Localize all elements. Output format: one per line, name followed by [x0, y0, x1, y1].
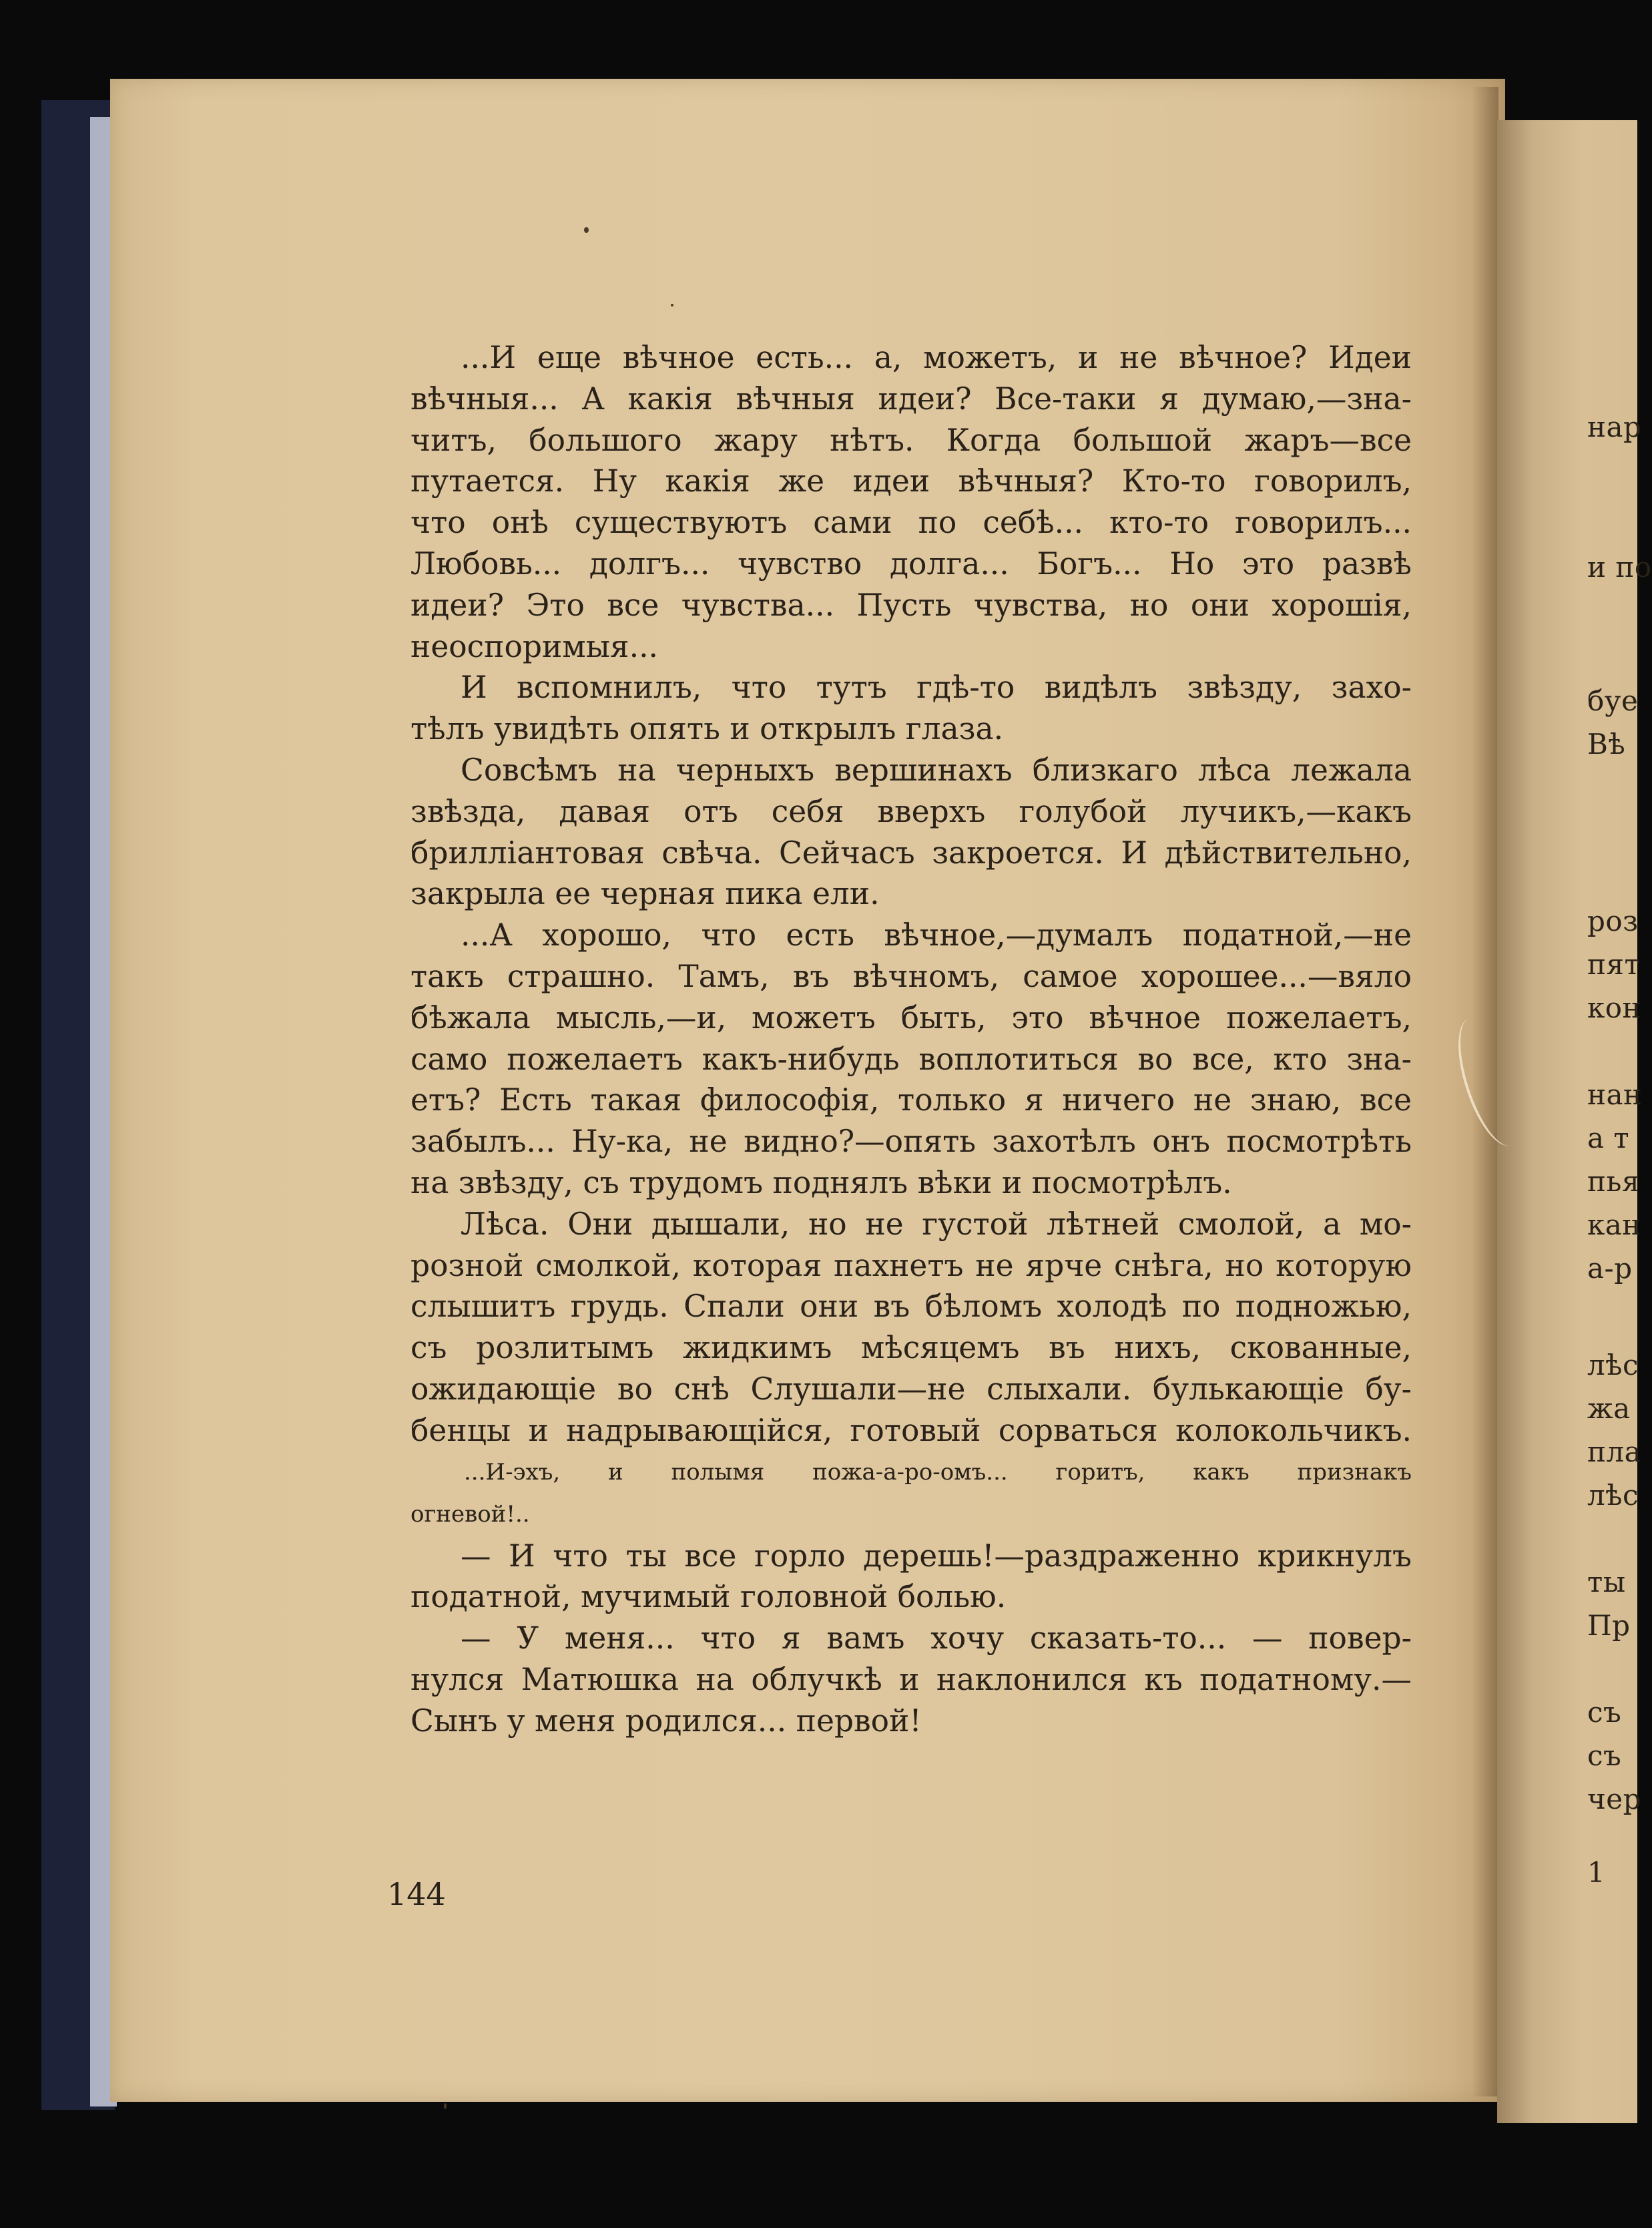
text-line: податной, мучимый головной болью.: [410, 1579, 1007, 1615]
text-line: слышитъ грудь. Спали они въ бѣломъ холодѣ по подножью,: [410, 1289, 1412, 1325]
right-page-fragment: пья: [1587, 1165, 1640, 1198]
text-line: ...И еще вѣчное есть... а, можетъ, и не вѣчное? Идеи: [461, 340, 1412, 375]
right-page-fragment: Пр: [1587, 1609, 1631, 1642]
right-page-fragment: пят: [1587, 948, 1641, 981]
right-page-fragment: лѣс: [1587, 1479, 1639, 1512]
paper-speck: [671, 304, 673, 306]
right-page-fragment: чер: [1587, 1783, 1642, 1815]
text-line: Любовь... долгъ... чувство долга... Богъ... Но это развѣ: [410, 545, 1412, 582]
right-page-fragment: роз: [1587, 905, 1639, 937]
song-line: ...И-эхъ, и полымя пожа-а-ро-омъ... горитъ, какъ признакъ: [464, 1458, 1412, 1486]
text-line: бенцы и надрывающійся, готовый сорваться колокольчикъ.: [410, 1412, 1412, 1448]
paper-speck: [444, 2103, 447, 2109]
text-line: неоспоримыя...: [410, 628, 658, 664]
text-line: звѣзда, давая отъ себя вверхъ голубой лучикъ,—какъ: [410, 793, 1412, 829]
right-page-fragment: ты: [1587, 1566, 1626, 1598]
text-line: тѣлъ увидѣть опять и открылъ глаза.: [410, 711, 1004, 747]
right-page-fragment: кон: [1587, 991, 1642, 1024]
text-line: етъ? Есть такая философія, только я ничего не знаю, все: [410, 1082, 1412, 1118]
text-line: И вспомнилъ, что тутъ гдѣ-то видѣлъ звѣзду, захо-: [461, 670, 1412, 706]
song-line: огневой!..: [410, 1500, 530, 1528]
right-page-fragment: и по: [1587, 551, 1652, 584]
right-page-fragment: кан: [1587, 1208, 1641, 1241]
text-line: такъ страшно. Тамъ, въ вѣчномъ, самое хорошее...—вяло: [410, 958, 1412, 994]
text-line: на звѣзду, съ трудомъ поднялъ вѣки и посмотрѣлъ.: [410, 1164, 1232, 1200]
right-page-fragment: нан: [1587, 1078, 1643, 1111]
text-line: читъ, большого жару нѣтъ. Когда большой жаръ—все: [410, 422, 1412, 458]
paper-speck: [584, 227, 589, 233]
right-page-fragment: съ: [1587, 1739, 1622, 1772]
text-line: само пожелаетъ какъ-нибудь воплотиться во все, кто зна-: [410, 1041, 1412, 1077]
text-line: закрыла ее черная пика ели.: [410, 876, 880, 912]
right-page-fragment: а т: [1587, 1122, 1630, 1154]
text-line: Совсѣмъ на черныхъ вершинахъ близкаго лѣса лежала: [461, 752, 1412, 788]
text-line: съ розлитымъ жидкимъ мѣсяцемъ въ нихъ, скованные,: [410, 1330, 1412, 1366]
text-line: что онѣ существуютъ сами по себѣ... кто-то говорилъ...: [410, 505, 1412, 541]
text-line: ожидающіе во снѣ Слушали—не слыхали. булькающіе бу-: [410, 1371, 1412, 1407]
right-page-fragment: жа: [1587, 1392, 1631, 1425]
text-line: — У меня... что я вамъ хочу сказать-то... — повер-: [461, 1620, 1412, 1656]
right-page-fragment: нар: [1587, 411, 1642, 443]
text-line: бѣжала мысль,—и, можетъ быть, это вѣчное пожелаетъ,: [410, 999, 1412, 1036]
text-line: идеи? Это все чувства... Пусть чувства, но они хорошія,: [410, 587, 1412, 623]
right-page-fragment: Вѣ: [1587, 728, 1626, 760]
page-text: [410, 337, 1412, 1742]
right-page-fragment: а-р: [1587, 1252, 1633, 1285]
text-line: вѣчныя... А какія вѣчныя идеи? Все-таки я думаю,—зна-: [410, 381, 1412, 417]
text-line: Сынъ у меня родился... первой!: [410, 1703, 922, 1739]
text-line: путается. Ну какія же идеи вѣчныя? Кто-то говорилъ,: [410, 463, 1412, 499]
text-line: нулся Матюшка на облучкѣ и наклонился къ податному.—: [410, 1661, 1412, 1697]
text-line: брилліантовая свѣча. Сейчасъ закроется. И дѣйствительно,: [410, 835, 1412, 871]
text-line: ...А хорошо, что есть вѣчное,—думалъ податной,—не: [461, 917, 1412, 953]
text-line: розной смолкой, которая пахнетъ не ярче снѣга, но которую: [410, 1247, 1412, 1283]
text-line: забылъ... Ну-ка, не видно?—опять захотѣлъ онъ посмотрѣть: [410, 1124, 1412, 1160]
right-page-fragment: 1: [1587, 1856, 1606, 1889]
right-page-fragment: съ: [1587, 1696, 1622, 1729]
text-line: Лѣса. Они дышали, но не густой лѣтней смолой, а мо-: [461, 1206, 1412, 1242]
right-page-fragment: пла: [1587, 1435, 1642, 1468]
text-line: — И что ты все горло дерешь!—раздраженно крикнулъ: [461, 1538, 1412, 1574]
right-page-fragment: лѣс: [1587, 1349, 1639, 1381]
page-number: 144: [387, 1876, 446, 1912]
right-page-fragment: буе: [1587, 684, 1639, 717]
